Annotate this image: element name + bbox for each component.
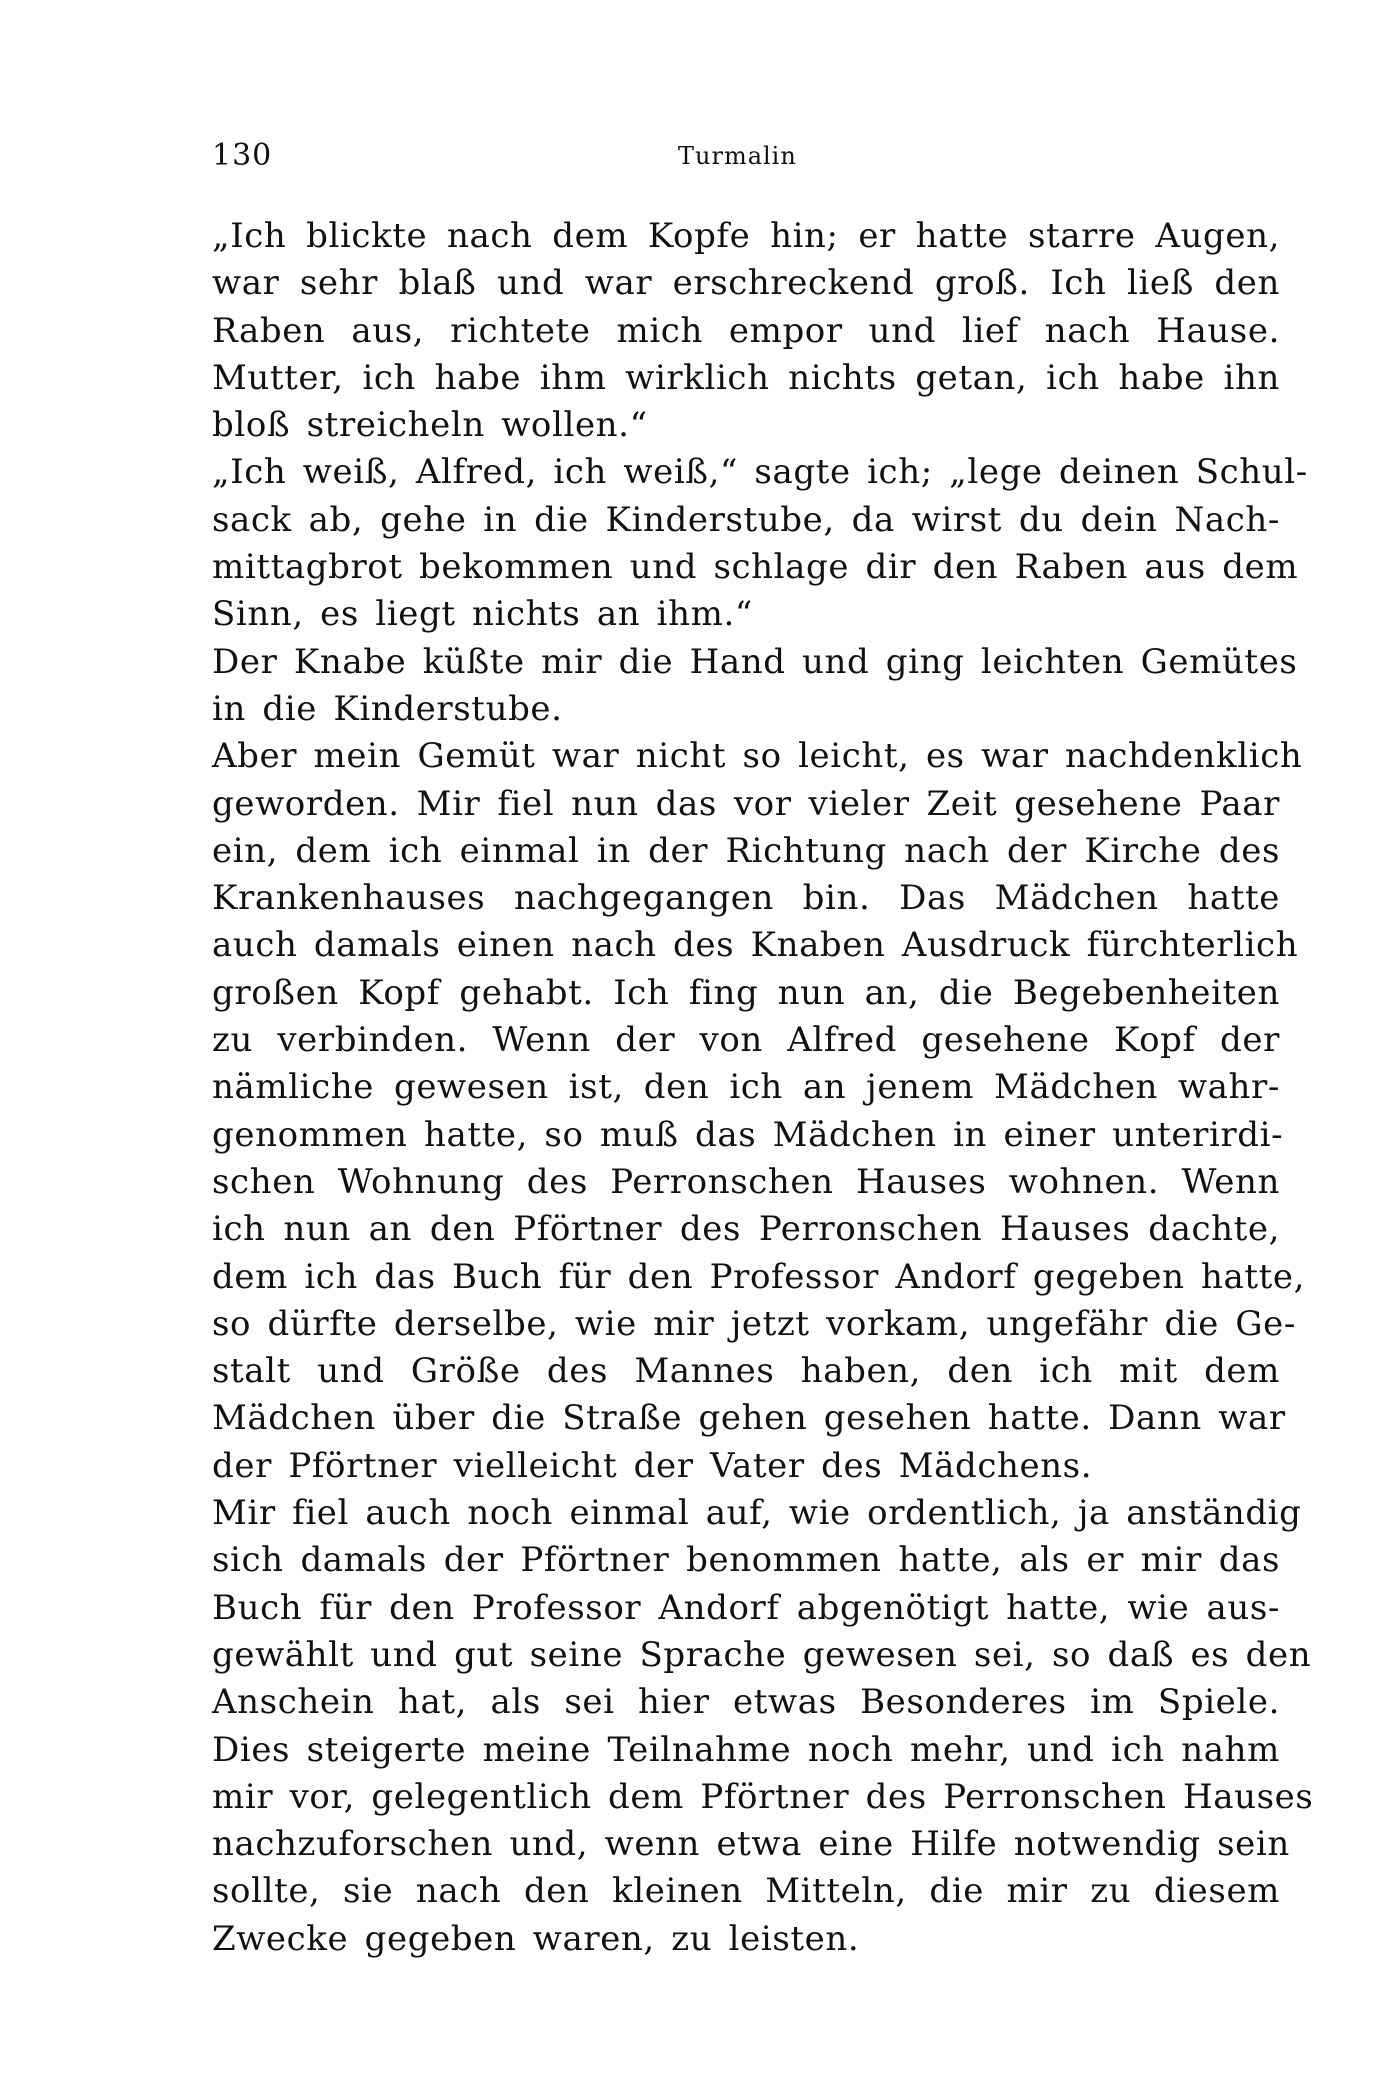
text-line: gewählt und gut seine Sprache gewesen sei, so daß es den bbox=[212, 1634, 1312, 1675]
text-line: Raben aus, richtete mich empor und lief nach Hause. bbox=[212, 310, 1280, 351]
text-line: so dürfte derselbe, wie mir jetzt vorkam, ungefähr die Ge- bbox=[212, 1303, 1296, 1344]
text-line: genommen hatte, so muß das Mädchen in einer unterirdi- bbox=[212, 1114, 1284, 1155]
text-line: Dies steigerte meine Teilnahme noch mehr, und ich nahm bbox=[212, 1729, 1280, 1770]
page-header bbox=[212, 138, 1270, 178]
text-line: Sinn, es liegt nichts an ihm.“ bbox=[212, 594, 753, 635]
text-line: sollte, sie nach den kleinen Mitteln, die mir zu diesem bbox=[212, 1871, 1280, 1912]
text-line: großen Kopf gehabt. Ich fing nun an, die Begebenheiten bbox=[212, 972, 1280, 1013]
text-line: der Pförtner vielleicht der Vater des Mädchens. bbox=[212, 1445, 1093, 1486]
text-line: sack ab, gehe in die Kinderstube, da wirst du dein Nach- bbox=[212, 499, 1280, 540]
text-line: Der Knabe küßte mir die Hand und ging leichten Gemütes bbox=[212, 641, 1298, 682]
text-line: geworden. Mir fiel nun das vor vieler Zeit gesehene Paar bbox=[212, 783, 1280, 824]
text-line: Anschein hat, als sei hier etwas Besonderes im Spiele. bbox=[212, 1682, 1280, 1723]
text-line: schen Wohnung des Perronschen Hauses wohnen. Wenn bbox=[212, 1161, 1280, 1202]
text-line: Zwecke gegeben waren, zu leisten. bbox=[212, 1918, 860, 1959]
text-line: auch damals einen nach des Knaben Ausdruck fürchterlich bbox=[212, 925, 1299, 966]
text-line: Mädchen über die Straße gehen gesehen hatte. Dann war bbox=[212, 1398, 1286, 1439]
text-line: mir vor, gelegentlich dem Pförtner des Perronschen Hauses bbox=[212, 1776, 1314, 1817]
text-line: sich damals der Pförtner benommen hatte, als er mir das bbox=[212, 1540, 1280, 1581]
text-line: ich nun an den Pförtner des Perronschen Hauses dachte, bbox=[212, 1209, 1280, 1250]
text-line: in die Kinderstube. bbox=[212, 688, 563, 729]
text-line: nämliche gewesen ist, den ich an jenem Mädchen wahr- bbox=[212, 1067, 1280, 1108]
text-line: Aber mein Gemüt war nicht so leicht, es war nachdenklich bbox=[212, 736, 1303, 777]
text-line: stalt und Größe des Mannes haben, den ich mit dem bbox=[212, 1351, 1280, 1392]
body-text bbox=[212, 213, 1314, 1963]
text-line: ein, dem ich einmal in der Richtung nach der Kirche des bbox=[212, 830, 1280, 871]
text-line: „Ich weiß, Alfred, ich weiß,“ sagte ich; „lege deinen Schul- bbox=[212, 452, 1308, 493]
text-line: dem ich das Buch für den Professor Andorf gegeben hatte, bbox=[212, 1256, 1306, 1297]
text-line: Buch für den Professor Andorf abgenötigt hatte, wie aus- bbox=[212, 1587, 1280, 1628]
text-line: bloß streicheln wollen.“ bbox=[212, 405, 648, 446]
text-line: Krankenhauses nachgegangen bin. Das Mädchen hatte bbox=[212, 878, 1280, 919]
text-line: zu verbinden. Wenn der von Alfred gesehene Kopf der bbox=[212, 1020, 1280, 1061]
text-line: „Ich blickte nach dem Kopfe hin; er hatte starre Augen, bbox=[212, 216, 1280, 256]
text-line: nachzuforschen und, wenn etwa eine Hilfe notwendig sein bbox=[212, 1824, 1290, 1865]
page-number: 130 bbox=[212, 138, 273, 173]
running-title: Turmalin bbox=[678, 142, 797, 170]
text-line: mittagbrot bekommen und schlage dir den Raben aus dem bbox=[212, 547, 1299, 588]
text-line: war sehr blaß und war erschreckend groß. Ich ließ den bbox=[212, 263, 1280, 304]
text-line: Mir fiel auch noch einmal auf, wie ordentlich, ja anständig bbox=[212, 1493, 1302, 1534]
text-line: Mutter, ich habe ihm wirklich nichts getan, ich habe ihn bbox=[212, 357, 1280, 398]
